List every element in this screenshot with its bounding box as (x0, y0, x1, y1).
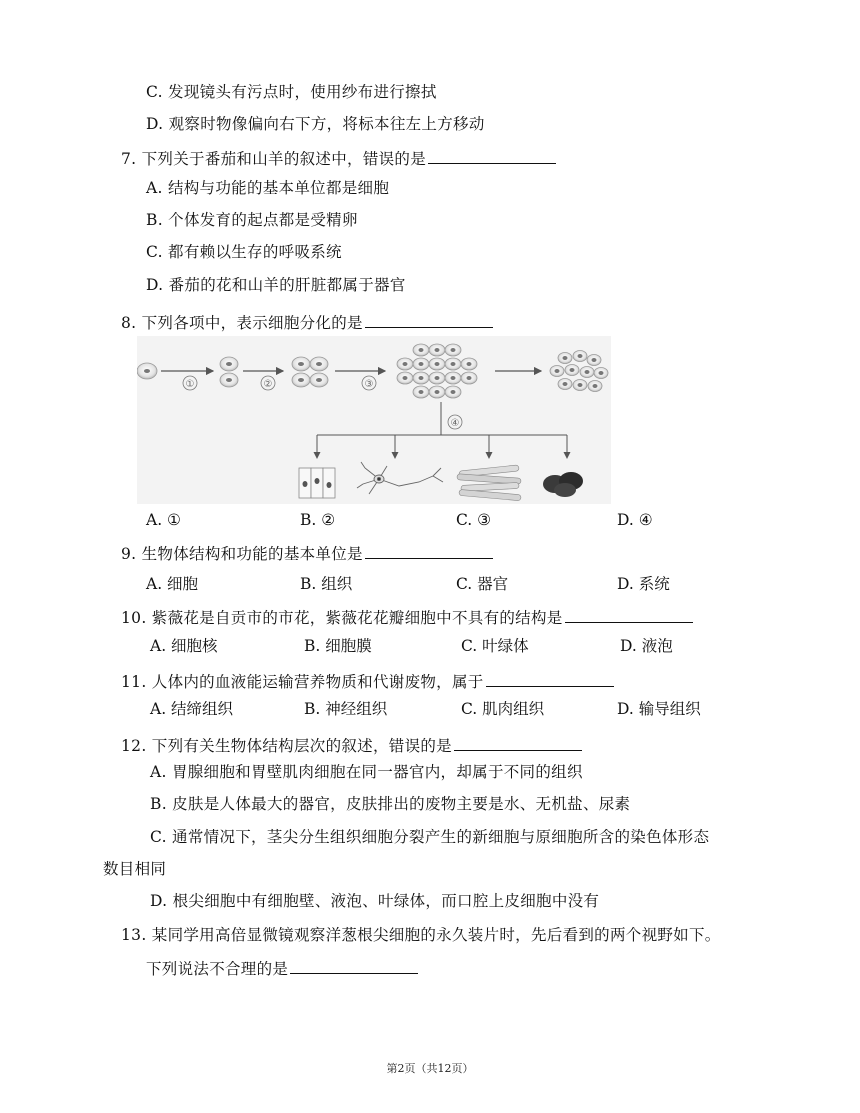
q10-answer-blank[interactable] (565, 606, 693, 623)
q11-answer-blank[interactable] (486, 670, 614, 687)
q11-option-a: A. 结缔组织 (150, 700, 234, 718)
label-4: ④ (450, 418, 460, 429)
grown-cluster (550, 351, 608, 392)
q8-option-b: B. ② (300, 511, 336, 529)
q7-option-c: C. 都有赖以生存的呼吸系统 (146, 243, 342, 261)
q10-option-a: A. 细胞核 (150, 637, 218, 655)
q12-text: 12. 下列有关生物体结构层次的叙述，错误的是 (121, 737, 452, 755)
q9-answer-blank[interactable] (365, 542, 493, 559)
two-cells (220, 357, 238, 387)
q13-answer-blank[interactable] (290, 957, 418, 974)
page-footer: 第2页（共12页） (386, 1062, 474, 1075)
q10-option-c: C. 叶绿体 (461, 637, 529, 655)
q7-answer-blank[interactable] (428, 147, 556, 164)
q10-text: 10. 紫薇花是自贡市的市花，紫薇花花瓣细胞中不具有的结构是 (121, 609, 563, 627)
label-1: ① (185, 379, 195, 390)
q7-option-b: B. 个体发育的起点都是受精卵 (146, 211, 358, 229)
q9-text: 9. 生物体结构和功能的基本单位是 (121, 545, 363, 563)
q11-option-b: B. 神经组织 (304, 700, 388, 718)
q8-stem (121, 311, 493, 333)
q8-option-d: D. ④ (617, 511, 653, 529)
q6-option-d: D. 观察时物像偏向右下方，将标本往左上方移动 (146, 115, 485, 133)
label-3: ③ (364, 379, 374, 390)
q11-option-d: D. 输导组织 (617, 700, 701, 718)
q9-option-d: D. 系统 (617, 575, 670, 593)
q8-answer-blank[interactable] (365, 311, 493, 328)
q10-option-b: B. 细胞膜 (304, 637, 372, 655)
q11-text: 11. 人体内的血液能运输营养物质和代谢废物，属于 (121, 673, 484, 691)
q9-option-b: B. 组织 (300, 575, 353, 593)
q13-stem-line2 (146, 957, 418, 979)
q12-option-a: A. 胃腺细胞和胃壁肌肉细胞在同一器官内，却属于不同的组织 (150, 763, 583, 781)
single-cell (137, 363, 157, 379)
q8-option-a: A. ① (146, 511, 181, 529)
q7-option-a: A. 结构与功能的基本单位都是细胞 (146, 179, 390, 197)
blood-cells (543, 472, 583, 497)
q9-option-a: A. 细胞 (146, 575, 199, 593)
muscle-tissue (457, 465, 521, 501)
q10-option-d: D. 液泡 (620, 637, 673, 655)
q9-stem (121, 542, 493, 564)
q12-option-d: D. 根尖细胞中有细胞壁、液泡、叶绿体，而口腔上皮细胞中没有 (150, 892, 600, 910)
q13-stem-line1: 13. 某同学用高倍显微镜观察洋葱根尖细胞的永久装片时，先后看到的两个视野如下。 (121, 926, 721, 944)
label-2: ② (263, 379, 273, 390)
nerve-tissue (357, 462, 443, 494)
q7-option-d: D. 番茄的花和山羊的肝脏都属于器官 (146, 276, 406, 294)
figure-svg (137, 336, 611, 504)
q10-stem (121, 606, 693, 628)
q11-stem (121, 670, 614, 692)
q11-option-c: C. 肌肉组织 (461, 700, 545, 718)
q7-text: 7. 下列关于番茄和山羊的叙述中，错误的是 (121, 150, 427, 168)
q12-option-b: B. 皮肤是人体最大的器官，皮肤排出的废物主要是水、无机盐、尿素 (150, 795, 631, 813)
cell-cluster (397, 344, 477, 398)
q12-stem (121, 734, 582, 756)
q6-option-c: C. 发现镜头有污点时，使用纱布进行擦拭 (146, 83, 437, 101)
q13-text: 下列说法不合理的是 (146, 960, 289, 978)
cell-division-differentiation-figure (137, 336, 611, 504)
q7-stem (121, 147, 556, 169)
q12-answer-blank[interactable] (454, 734, 582, 751)
q8-text: 8. 下列各项中，表示细胞分化的是 (121, 314, 363, 332)
q9-option-c: C. 器官 (456, 575, 509, 593)
four-cells (292, 357, 328, 387)
epithelial-tissue (299, 468, 335, 498)
q8-option-c: C. ③ (456, 511, 492, 529)
q12-option-c-line2: 数目相同 (103, 860, 167, 878)
q12-option-c-line1: C. 通常情况下，茎尖分生组织细胞分裂产生的新细胞与原细胞所含的染色体形态 (150, 828, 710, 846)
